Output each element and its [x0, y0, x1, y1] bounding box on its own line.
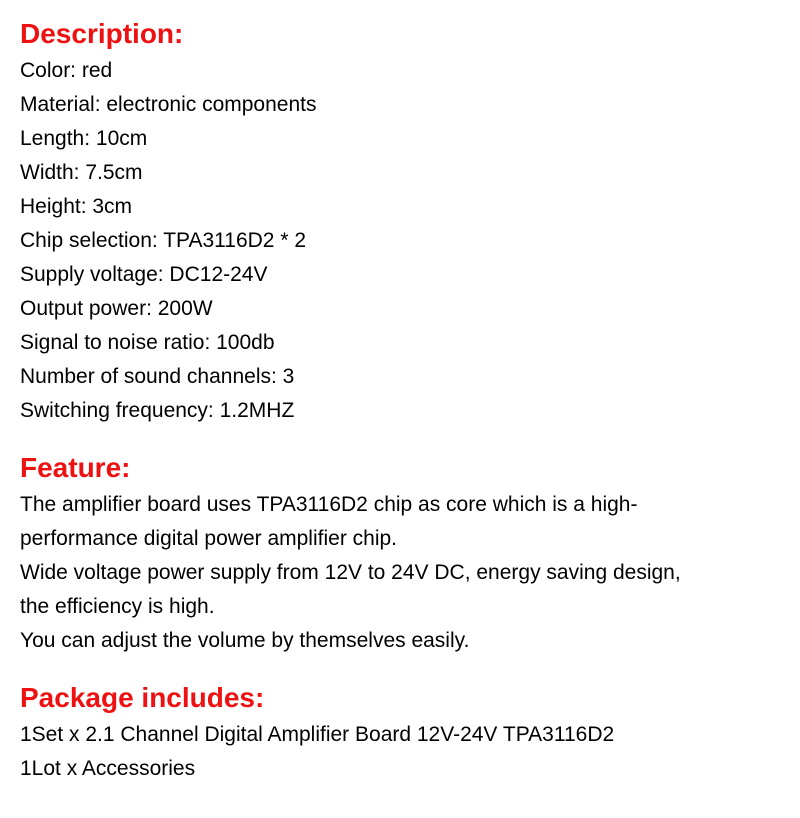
- feature-line: The amplifier board uses TPA3116D2 chip as core which is a high-: [20, 493, 638, 516]
- section-spacer: [20, 658, 790, 678]
- feature-line: the efficiency is high.: [20, 595, 215, 618]
- spec-snr: Signal to noise ratio: 100db: [20, 331, 275, 354]
- package-heading: Package includes:: [20, 682, 265, 713]
- spec-output-power: Output power: 200W: [20, 297, 213, 320]
- spec-color: Color: red: [20, 59, 113, 82]
- feature-line: performance digital power amplifier chip.: [20, 527, 398, 550]
- spec-length: Length: 10cm: [20, 127, 148, 150]
- spec-sound-channels: Number of sound channels: 3: [20, 365, 295, 388]
- feature-line: You can adjust the volume by themselves easily.: [20, 629, 470, 652]
- spec-material: Material: electronic components: [20, 93, 317, 116]
- spec-switching-frequency: Switching frequency: 1.2MHZ: [20, 399, 295, 422]
- feature-heading: Feature:: [20, 452, 131, 483]
- package-item: 1Lot x Accessories: [20, 757, 196, 780]
- description-heading: Description:: [20, 18, 184, 49]
- spec-height: Height: 3cm: [20, 195, 133, 218]
- spec-chip-selection: Chip selection: TPA3116D2 * 2: [20, 229, 307, 252]
- package-item: 1Set x 2.1 Channel Digital Amplifier Board 12V-24V TPA3116D2: [20, 723, 615, 746]
- product-description-page: [20, 14, 790, 786]
- feature-section: [20, 448, 790, 658]
- package-section: [20, 678, 790, 786]
- spec-width: Width: 7.5cm: [20, 161, 143, 184]
- feature-line: Wide voltage power supply from 12V to 24V DC, energy saving design,: [20, 561, 681, 584]
- section-spacer: [20, 428, 790, 448]
- description-section: [20, 14, 790, 428]
- spec-supply-voltage: Supply voltage: DC12-24V: [20, 263, 268, 286]
